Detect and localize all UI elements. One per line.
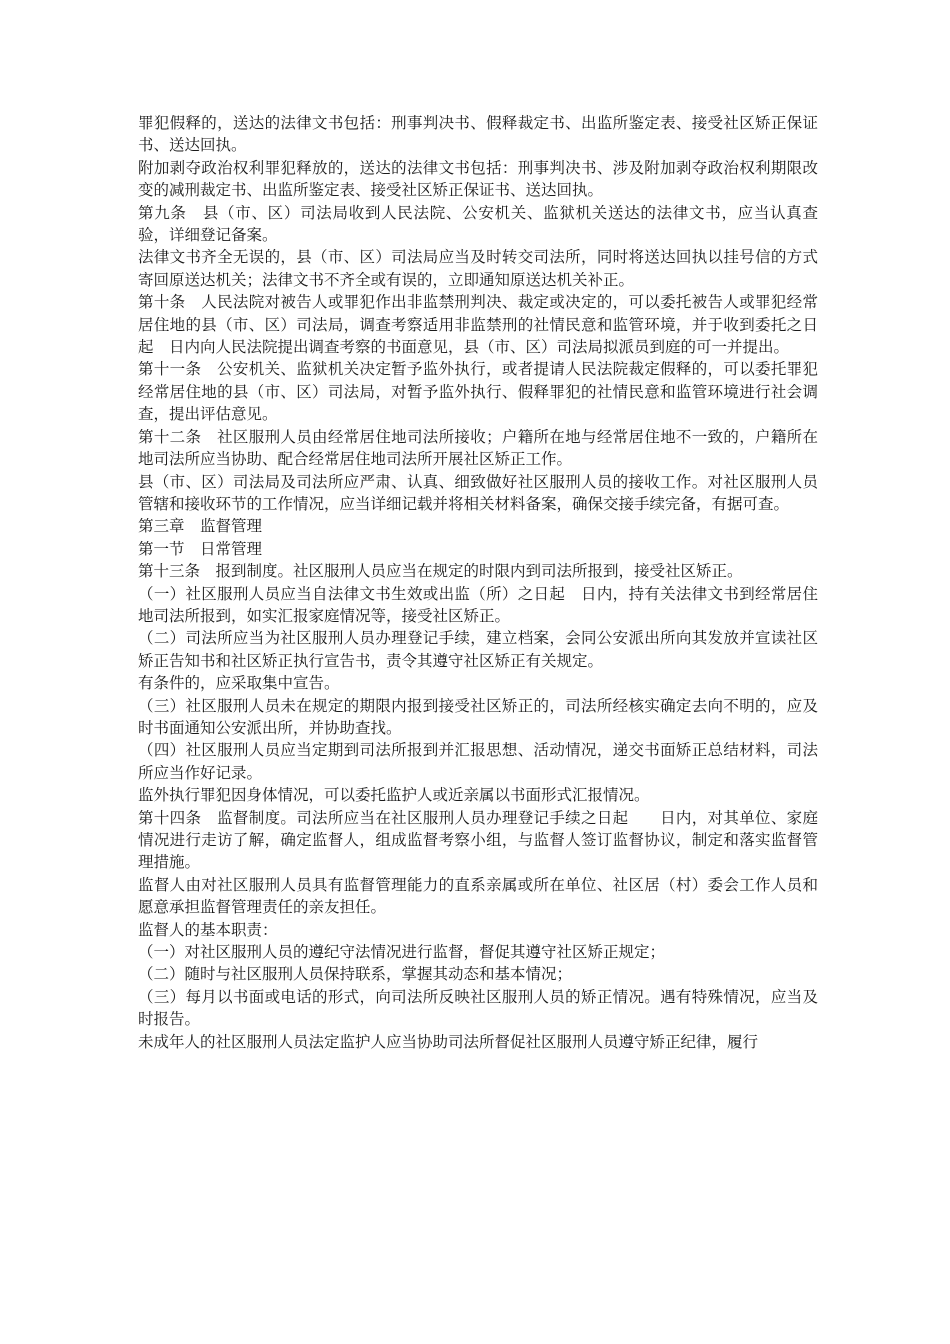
section-heading: 第一节 日常管理 [138, 539, 263, 558]
paragraph: 监督人的基本职责： [138, 920, 278, 939]
list-item: （二）司法所应当为社区服刑人员办理登记手续，建立档案，会同公安派出所向其发放并宣读社区矫正告知书和社区矫正执行宣告书，责令其遵守社区矫正有关规定。 [138, 629, 818, 670]
article-14: 第十四条 监督制度。司法所应当在社区服刑人员办理登记手续之日起 日内，对其单位、家庭情况进行走访了解，确定监督人，组成监督考察小组，与监督人签订监督协议，制定和落实监督管理措施。 [138, 808, 818, 872]
document-body [138, 112, 818, 1053]
article-10: 第十条 人民法院对被告人或罪犯作出非监禁刑判决、裁定或决定的，可以委托被告人或罪犯经常居住地的县（市、区）司法局，调查考察适用非监禁刑的社情民意和监管环境，并于收到委托之日起 日内向人民法院提出调查考察的书面意见，县（市、区）司法局拟派员到庭的可一并提出。 [138, 293, 818, 357]
paragraph: 县（市、区）司法局及司法所应严肃、认真、细致做好社区服刑人员的接收工作。对社区服刑人员管辖和接收环节的工作情况，应当详细记载并将相关材料备案，确保交接手续完备，有据可查。 [138, 472, 818, 513]
paragraph: 罪犯假释的，送达的法律文书包括：刑事判决书、假释裁定书、出监所鉴定表、接受社区矫正保证书、送达回执。 [138, 114, 818, 155]
paragraph: 附加剥夺政治权利罪犯释放的，送达的法律文书包括：刑事判决书、涉及附加剥夺政治权利期限改变的减刑裁定书、出监所鉴定表、接受社区矫正保证书、送达回执。 [138, 158, 818, 200]
article-9: 第九条 县（市、区）司法局收到人民法院、公安机关、监狱机关送达的法律文书，应当认真查验，详细登记备案。 [138, 203, 818, 245]
paragraph: 法律文书齐全无误的，县（市、区）司法局应当及时转交司法所，同时将送达回执以挂号信的方式寄回原送达机关；法律文书不齐全或有误的，立即通知原送达机关补正。 [138, 248, 818, 289]
paragraph: 有条件的，应采取集中宣告。 [138, 674, 340, 693]
list-item: （三）社区服刑人员未在规定的期限内报到接受社区矫正的，司法所经核实确定去向不明的，应及时书面通知公安派出所，并协助查找。 [138, 696, 818, 737]
paragraph: 监外执行罪犯因身体情况，可以委托监护人或近亲属以书面形式汇报情况。 [138, 786, 650, 805]
list-item: （三）每月以书面或电话的形式，向司法所反映社区服刑人员的矫正情况。遇有特殊情况，应当及时报告。 [138, 987, 818, 1029]
paragraph: 未成年人的社区服刑人员法定监护人应当协助司法所督促社区服刑人员遵守矫正纪律，履行 [138, 1032, 759, 1051]
list-item: （一）社区服刑人员应当自法律文书生效或出监（所）之日起 日内，持有关法律文书到经常居住地司法所报到，如实汇报家庭情况等，接受社区矫正。 [138, 584, 818, 625]
article-12: 第十二条 社区服刑人员由经常居住地司法所接收；户籍所在地与经常居住地不一致的，户籍所在地司法所应当协助、配合经常居住地司法所开展社区矫正工作。 [138, 427, 818, 469]
chapter-heading: 第三章 监督管理 [138, 517, 263, 536]
article-13: 第十三条 报到制度。社区服刑人员应当在规定的时限内到司法所报到，接受社区矫正。 [138, 562, 743, 581]
list-item: （四）社区服刑人员应当定期到司法所报到并汇报思想、活动情况，递交书面矫正总结材料，司法所应当作好记录。 [138, 741, 818, 782]
article-11: 第十一条 公安机关、监狱机关决定暂予监外执行，或者提请人民法院裁定假释的，可以委托罪犯经常居住地的县（市、区）司法局，对暂予监外执行、假释罪犯的社情民意和监管环境进行社会调查，提出评估意见。 [138, 360, 818, 424]
list-item: （一）对社区服刑人员的遵纪守法情况进行监督，督促其遵守社区矫正规定； [138, 943, 666, 962]
paragraph: 监督人由对社区服刑人员具有监督管理能力的直系亲属或所在单位、社区居（村）委会工作人员和愿意承担监督管理责任的亲友担任。 [138, 875, 818, 917]
list-item: （二）随时与社区服刑人员保持联系，掌握其动态和基本情况； [138, 965, 573, 984]
